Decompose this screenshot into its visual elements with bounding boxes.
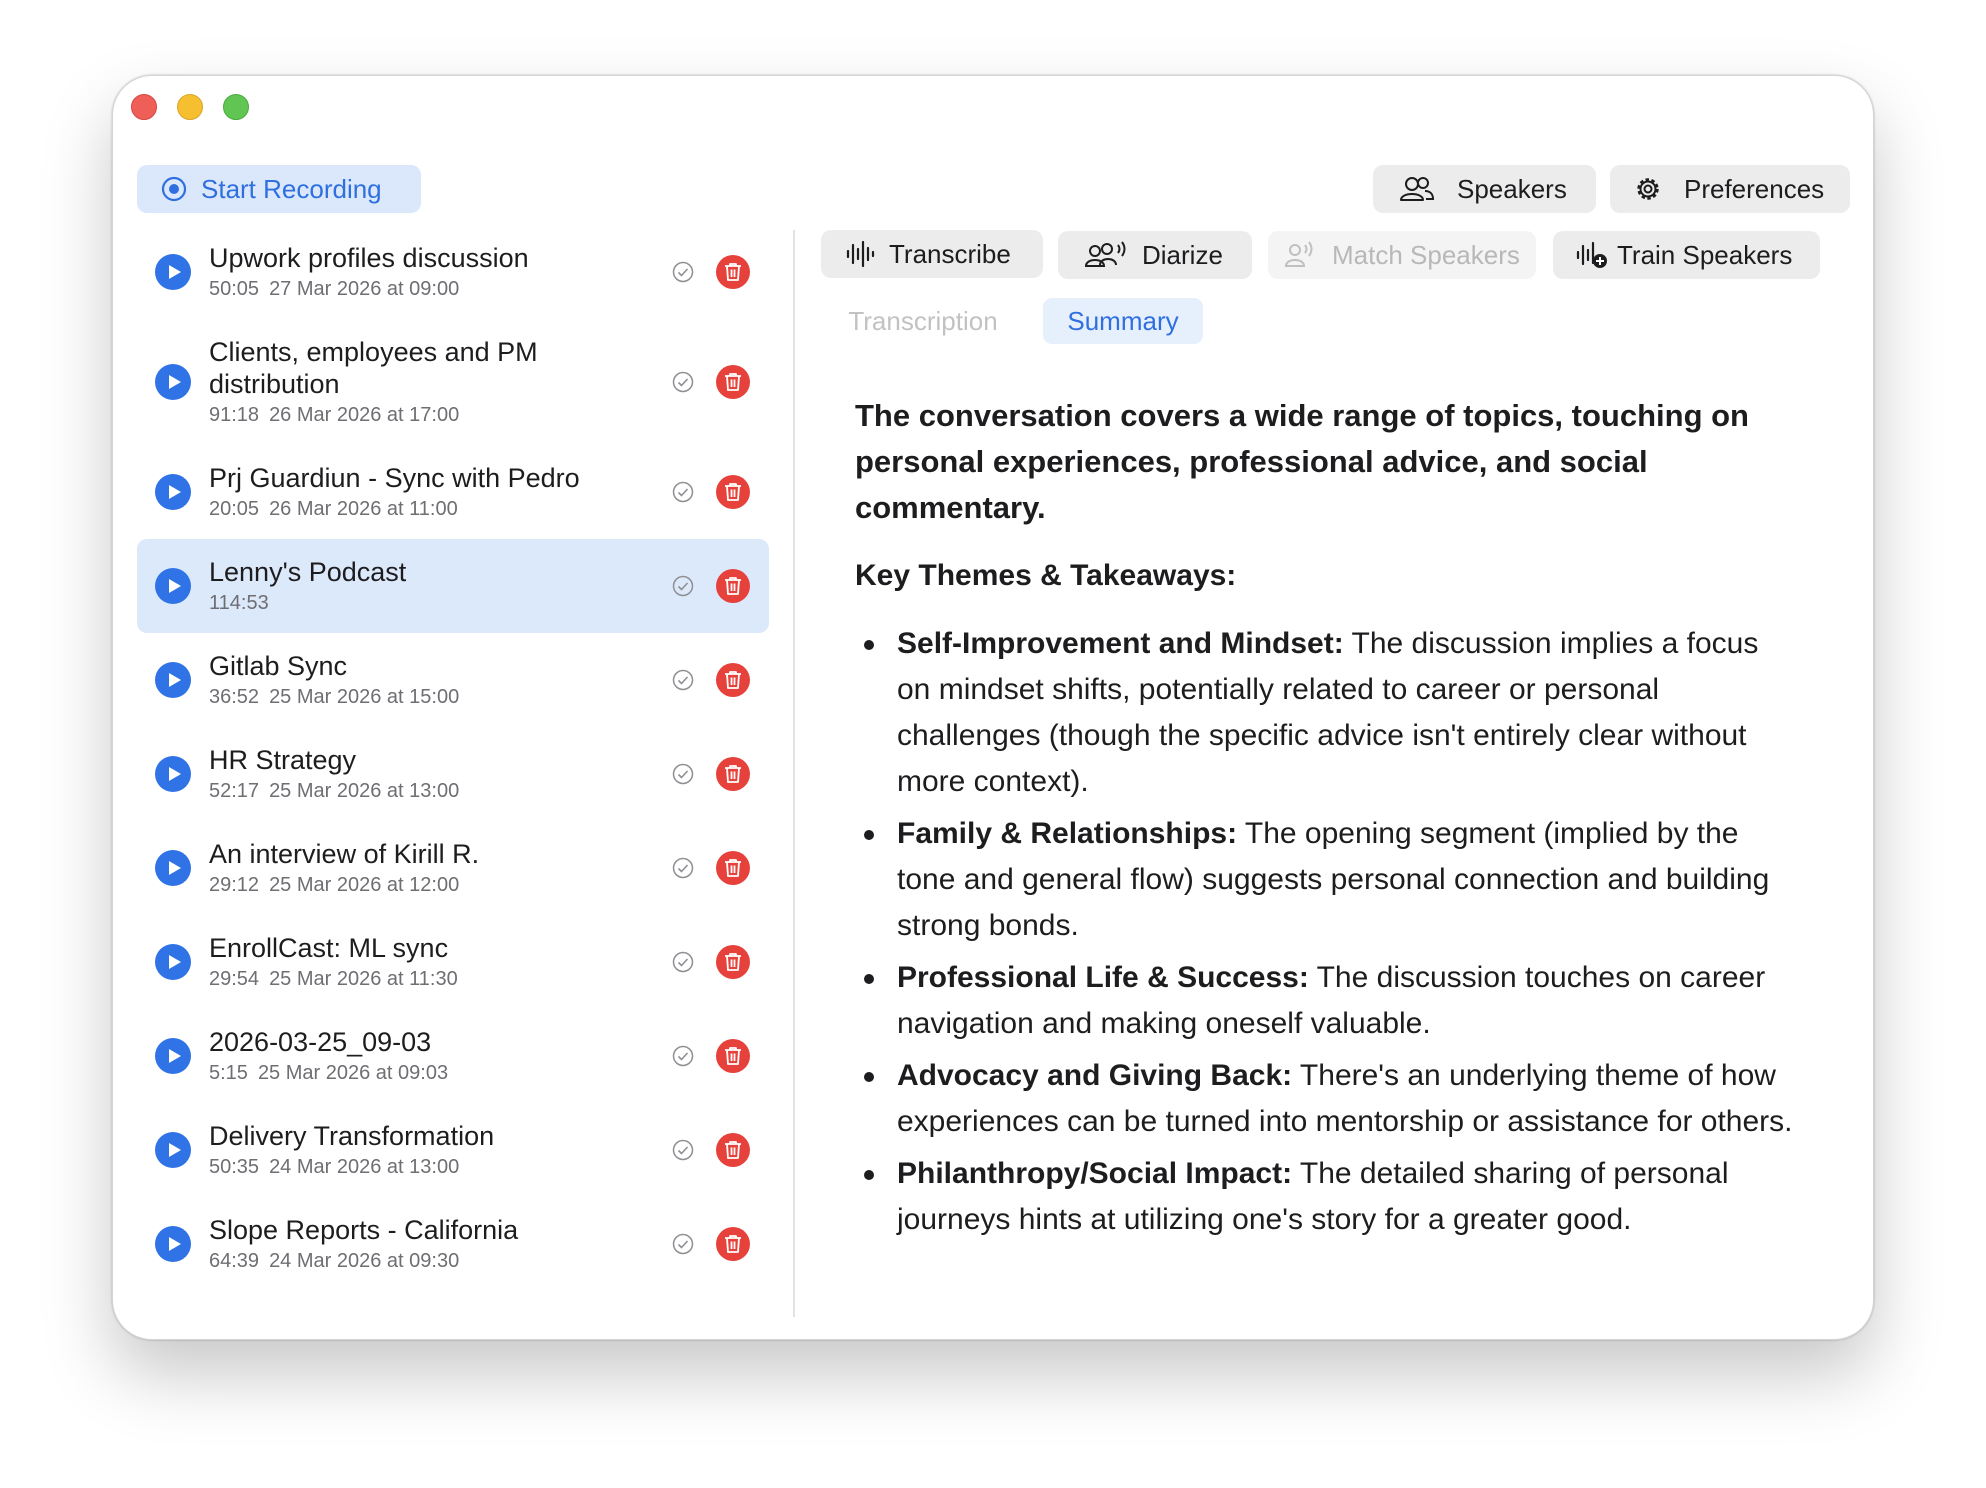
- play-button[interactable]: [155, 1132, 191, 1168]
- list-item[interactable]: [137, 727, 769, 821]
- delete-button[interactable]: [716, 1039, 750, 1073]
- match-speakers-button[interactable]: [1268, 231, 1536, 279]
- trash-icon: [724, 482, 742, 502]
- transcribe-label: Transcribe: [889, 238, 1011, 269]
- play-icon: [168, 672, 182, 688]
- recording-info: [209, 838, 629, 898]
- checkmark-circle-icon[interactable]: [672, 951, 694, 973]
- delete-button[interactable]: [716, 757, 750, 791]
- list-item-selected[interactable]: [137, 539, 769, 633]
- delete-button[interactable]: [716, 255, 750, 289]
- trash-icon: [724, 1140, 742, 1160]
- checkmark-circle-icon[interactable]: [672, 371, 694, 393]
- recording-info: [209, 556, 629, 616]
- waveform-plus-icon: [1575, 241, 1609, 269]
- recording-info: [209, 242, 629, 302]
- summary-item: [855, 811, 1795, 949]
- play-icon: [168, 1236, 182, 1252]
- recording-meta: [209, 1060, 629, 1086]
- list-item[interactable]: [137, 225, 769, 319]
- diarize-label: Diarize: [1142, 239, 1223, 270]
- checkmark-circle-icon[interactable]: [672, 857, 694, 879]
- list-item[interactable]: [137, 633, 769, 727]
- play-icon: [168, 484, 182, 500]
- delete-button[interactable]: [716, 1133, 750, 1167]
- summary-item-label: Family & Relationships:: [897, 817, 1238, 850]
- speakers-voice-icon: [1084, 241, 1128, 269]
- delete-button[interactable]: [716, 365, 750, 399]
- list-item[interactable]: [137, 319, 769, 445]
- waveform-icon: [845, 240, 875, 268]
- summary-item-text: The discussion touches on career navigation and making oneself valuable.: [897, 961, 1766, 1040]
- recording-title: Delivery Transformation: [209, 1121, 495, 1151]
- recording-title: Slope Reports - California: [209, 1215, 519, 1245]
- trash-icon: [724, 858, 742, 878]
- recording-title: Lenny's Podcast: [209, 557, 407, 587]
- tab-summary-label: Summary: [1067, 305, 1179, 336]
- recordings-list: [137, 225, 769, 1291]
- checkmark-circle-icon[interactable]: [672, 261, 694, 283]
- recording-meta: [209, 276, 629, 302]
- delete-button[interactable]: [716, 663, 750, 697]
- recording-info: [209, 1026, 629, 1086]
- checkmark-circle-icon[interactable]: [672, 575, 694, 597]
- list-item[interactable]: [137, 445, 769, 539]
- pane-divider[interactable]: [793, 230, 795, 1317]
- delete-button[interactable]: [716, 945, 750, 979]
- recording-duration: 50:35: [209, 1156, 260, 1178]
- trash-icon: [724, 764, 742, 784]
- summary-item-label: Advocacy and Giving Back:: [897, 1059, 1293, 1092]
- checkmark-circle-icon[interactable]: [672, 1045, 694, 1067]
- checkmark-circle-icon[interactable]: [672, 1233, 694, 1255]
- train-speakers-label: Train Speakers: [1617, 239, 1793, 270]
- bullet-icon: [864, 974, 874, 984]
- delete-button[interactable]: [716, 1227, 750, 1261]
- speakers-label: Speakers: [1457, 173, 1567, 204]
- recording-info: [209, 1214, 629, 1274]
- bullet-icon: [864, 1072, 874, 1082]
- play-icon: [168, 1142, 182, 1158]
- start-recording-label: Start Recording: [201, 173, 382, 204]
- summary-item-text: The discussion implies a focus on mindset shifts, potentially related to career or personal challenges (though the specific advice isn't entirely clear without more context).: [897, 627, 1759, 798]
- recording-info: [209, 462, 629, 522]
- summary-item-text: There's an underlying theme of how experiences can be turned into mentorship or assistance for others.: [897, 1059, 1793, 1138]
- match-speakers-label: Match Speakers: [1332, 239, 1520, 270]
- recording-title: EnrollCast: ML sync: [209, 933, 449, 963]
- delete-button[interactable]: [716, 475, 750, 509]
- preferences-label: Preferences: [1684, 173, 1825, 204]
- recording-title: Prj Guardiun - Sync with Pedro: [209, 463, 580, 493]
- play-button[interactable]: [155, 364, 191, 400]
- checkmark-circle-icon[interactable]: [672, 669, 694, 691]
- recording-title: HR Strategy: [209, 745, 357, 775]
- maximize-window-button[interactable]: [223, 94, 249, 120]
- gear-icon: [1634, 175, 1662, 203]
- recording-duration: 29:12: [209, 874, 260, 896]
- play-button[interactable]: [155, 662, 191, 698]
- preferences-button[interactable]: [1610, 165, 1850, 213]
- delete-button[interactable]: [716, 569, 750, 603]
- speaker-voice-icon: [1284, 241, 1314, 269]
- trash-icon: [724, 1234, 742, 1254]
- checkmark-circle-icon[interactable]: [672, 763, 694, 785]
- summary-heading: Key Themes & Takeaways:: [855, 559, 1237, 592]
- tab-summary[interactable]: [1043, 298, 1203, 344]
- recording-info: [209, 932, 629, 992]
- recording-title: Clients, employees and PM distribution: [209, 337, 538, 399]
- play-icon: [168, 374, 182, 390]
- play-icon: [168, 1048, 182, 1064]
- recording-info: [209, 1120, 629, 1180]
- speakers-button[interactable]: [1373, 165, 1596, 213]
- trash-icon: [724, 262, 742, 282]
- tab-transcription-label: Transcription: [848, 305, 998, 336]
- list-item[interactable]: [137, 821, 769, 915]
- play-icon: [168, 766, 182, 782]
- list-item[interactable]: [137, 1103, 769, 1197]
- recording-date: 25 Mar 2026 at 12:00: [269, 874, 460, 896]
- checkmark-circle-icon[interactable]: [672, 1139, 694, 1161]
- recording-date: 25 Mar 2026 at 09:03: [257, 1062, 449, 1084]
- summary-item: [855, 621, 1795, 805]
- minimize-window-button[interactable]: [177, 94, 203, 120]
- recording-duration: 5:15: [209, 1062, 248, 1084]
- play-button[interactable]: [155, 568, 191, 604]
- summary-item-label: Philanthropy/Social Impact:: [897, 1157, 1293, 1190]
- bullet-icon: [864, 640, 874, 650]
- recording-meta: [209, 684, 629, 710]
- play-button[interactable]: [155, 1038, 191, 1074]
- recording-meta: [209, 402, 629, 428]
- recording-date: 24 Mar 2026 at 13:00: [269, 1156, 460, 1178]
- play-button[interactable]: [155, 850, 191, 886]
- play-button[interactable]: [155, 756, 191, 792]
- summary-item-text: The opening segment (implied by the tone and general flow) suggests personal connection and building strong bonds.: [897, 817, 1770, 942]
- bullet-icon: [864, 830, 874, 840]
- recording-meta: [209, 872, 629, 898]
- recording-duration: 29:54: [209, 968, 260, 990]
- recording-duration: 91:18: [209, 404, 260, 426]
- delete-button[interactable]: [716, 851, 750, 885]
- summary-item: [855, 955, 1795, 1047]
- diarize-button[interactable]: [1058, 231, 1252, 279]
- start-recording-button[interactable]: [137, 165, 421, 213]
- recording-date: 25 Mar 2026 at 15:00: [269, 686, 460, 708]
- summary-item-label: Professional Life & Success:: [897, 961, 1309, 994]
- play-icon: [168, 860, 182, 876]
- play-button[interactable]: [155, 254, 191, 290]
- recording-info: [209, 336, 629, 428]
- list-item[interactable]: [137, 1197, 769, 1291]
- trash-icon: [724, 670, 742, 690]
- record-icon: [161, 176, 187, 202]
- play-button[interactable]: [155, 474, 191, 510]
- recording-meta: [209, 966, 629, 992]
- checkmark-circle-icon[interactable]: [672, 481, 694, 503]
- tab-transcription[interactable]: [822, 298, 1024, 344]
- recording-title: An interview of Kirill R.: [209, 839, 480, 869]
- recording-duration: 52:17: [209, 780, 260, 802]
- trash-icon: [724, 952, 742, 972]
- recording-duration: 50:05: [209, 278, 260, 300]
- list-item[interactable]: [137, 1009, 769, 1103]
- play-button[interactable]: [155, 1226, 191, 1262]
- recording-date: 25 Mar 2026 at 13:00: [269, 780, 460, 802]
- summary-item: [855, 1151, 1795, 1243]
- recording-info: [209, 744, 629, 804]
- list-item[interactable]: [137, 915, 769, 1009]
- recording-title: 2026-03-25_09-03: [209, 1027, 432, 1057]
- bullet-icon: [864, 1170, 874, 1180]
- summary-lead: The conversation covers a wide range of topics, touching on personal experiences, professional advice, and social commentary.: [855, 398, 1749, 525]
- recording-meta: [209, 590, 629, 616]
- recording-title: Upwork profiles discussion: [209, 243, 529, 273]
- recording-duration: 20:05: [209, 498, 260, 520]
- trash-icon: [724, 1046, 742, 1066]
- recording-duration: 114:53: [209, 592, 269, 614]
- recording-date: 24 Mar 2026 at 09:30: [269, 1250, 460, 1272]
- play-icon: [168, 578, 182, 594]
- recording-meta: [209, 496, 629, 522]
- recording-meta: [209, 1154, 629, 1180]
- trash-icon: [724, 576, 742, 596]
- recording-meta: [209, 778, 629, 804]
- recording-info: [209, 650, 629, 710]
- close-window-button[interactable]: [131, 94, 157, 120]
- summary-item-text: The detailed sharing of personal journeys hints at utilizing one's story for a greater good.: [897, 1157, 1729, 1236]
- recording-date: 26 Mar 2026 at 17:00: [269, 404, 460, 426]
- recording-date: 25 Mar 2026 at 11:30: [269, 968, 458, 990]
- trash-icon: [724, 372, 742, 392]
- summary-item-label: Self-Improvement and Mindset:: [897, 627, 1344, 660]
- recording-duration: 36:52: [209, 686, 260, 708]
- play-icon: [168, 954, 182, 970]
- recording-date: 26 Mar 2026 at 11:00: [269, 498, 458, 520]
- recording-title: Gitlab Sync: [209, 651, 348, 681]
- summary-content: [855, 393, 1795, 1249]
- recording-date: 27 Mar 2026 at 09:00: [269, 278, 460, 300]
- play-button[interactable]: [155, 944, 191, 980]
- recording-meta: [209, 1248, 629, 1274]
- summary-list: [855, 621, 1795, 1243]
- summary-item: [855, 1053, 1795, 1145]
- people-icon: [1399, 176, 1435, 202]
- transcribe-button[interactable]: [821, 230, 1043, 278]
- train-speakers-button[interactable]: [1553, 231, 1820, 279]
- play-icon: [168, 264, 182, 280]
- recording-duration: 64:39: [209, 1250, 260, 1272]
